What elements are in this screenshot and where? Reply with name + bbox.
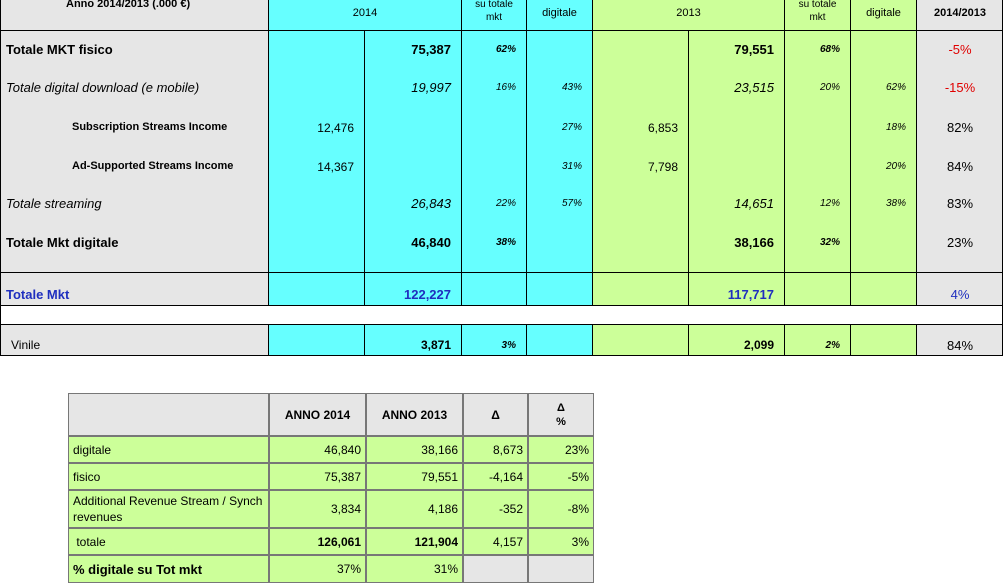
- summary-row-2013: 79,551: [366, 463, 463, 490]
- header-delta: 2014/2013: [934, 7, 986, 19]
- summary-header-2013: ANNO 2013: [366, 393, 463, 436]
- summary-row-delta: [463, 555, 528, 583]
- rule: [526, 324, 527, 355]
- summary-row-delta: 8,673: [463, 436, 528, 463]
- summary-header-delta: Δ: [463, 393, 528, 436]
- row-digital-2013: 18%: [885, 122, 906, 133]
- summary-row: [68, 436, 594, 463]
- row-digital-2013: 20%: [885, 161, 906, 172]
- rule: [0, 272, 1003, 273]
- row-share-2014: 38%: [495, 237, 516, 248]
- rule: [0, 305, 1003, 306]
- summary-row-label: fisico: [68, 463, 269, 490]
- summary-row-delta-pct: 23%: [528, 436, 594, 463]
- row-value-2014: 75,387: [411, 42, 451, 57]
- rule: [0, 324, 1003, 325]
- summary-header-blank: [68, 393, 269, 436]
- row-delta: 83%: [946, 196, 974, 211]
- row-digital-2013: 38%: [885, 198, 906, 209]
- vinile-delta: 84%: [946, 338, 974, 353]
- summary-header-delta-pct: Δ %: [528, 393, 594, 436]
- summary-row-2013: 121,904: [366, 528, 463, 555]
- row-delta: 82%: [946, 120, 974, 135]
- total-delta: 4%: [950, 287, 970, 302]
- vinile-label: Vinile: [11, 338, 41, 352]
- row-digital-2013: 62%: [885, 82, 906, 93]
- summary-row: [68, 528, 594, 555]
- row-value-2013: 23,515: [734, 80, 774, 95]
- summary-row-2014: 46,840: [269, 436, 366, 463]
- row-delta: 23%: [946, 235, 974, 250]
- row-label: Ad-Supported Streams Income: [72, 160, 234, 172]
- row-share-2013: 68%: [819, 44, 840, 55]
- summary-row-delta: 4,157: [463, 528, 528, 555]
- row-label: Totale digital download (e mobile): [6, 80, 200, 95]
- header-label: Anno 2014/2013 (.000 €): [66, 0, 191, 10]
- header-digital-2014: digitale: [542, 7, 577, 19]
- summary-row-delta: -4,164: [463, 463, 528, 490]
- vinile-2014: 3,871: [420, 338, 451, 352]
- row-sub-2014: 14,367: [317, 160, 354, 174]
- header-share-2013: su totale mkt: [798, 0, 837, 23]
- row-digital-2014: 27%: [561, 122, 582, 133]
- row-digital-2014: 57%: [561, 198, 582, 209]
- row-sub-2013: 6,853: [647, 121, 678, 135]
- summary-row: [68, 463, 594, 490]
- row-delta: 84%: [946, 159, 974, 174]
- summary-row-delta-pct: [528, 555, 594, 583]
- vinile-row-bg-left: [0, 324, 269, 355]
- summary-header-2014: ANNO 2014: [269, 393, 366, 436]
- summary-row-label: digitale: [68, 436, 269, 463]
- summary-row-label: % digitale su Tot mkt: [68, 555, 269, 583]
- total-2014: 122,227: [404, 287, 451, 302]
- total-label: Totale Mkt: [6, 287, 70, 302]
- vinile-2013: 2,099: [743, 338, 774, 352]
- summary-row-2014: 3,834: [269, 490, 366, 528]
- summary-row-delta-pct: 3%: [528, 528, 594, 555]
- summary-row-delta-pct: -8%: [528, 490, 594, 528]
- rule: [268, 324, 269, 355]
- row-delta: -5%: [948, 42, 972, 57]
- row-value-2013: 79,551: [734, 42, 774, 57]
- header-share-2014: su totale mkt: [475, 0, 513, 23]
- row-delta: -15%: [944, 80, 976, 95]
- row-value-2014: 19,997: [411, 80, 451, 95]
- row-label: Totale Mkt digitale: [6, 235, 119, 250]
- summary-header-row: [68, 393, 594, 436]
- rule: [364, 30, 365, 305]
- summary-row-2014: 37%: [269, 555, 366, 583]
- rule: [0, 30, 1003, 31]
- rule: [0, 0, 1, 356]
- header-2013: 2013: [676, 7, 701, 19]
- row-label: Totale MKT fisico: [6, 42, 113, 57]
- vinile-share-2013: 2%: [825, 340, 840, 351]
- summary-row-2014: 126,061: [269, 528, 366, 555]
- header-digital-2013: digitale: [866, 7, 901, 19]
- rule: [850, 324, 851, 355]
- summary-row-delta-pct: -5%: [528, 463, 594, 490]
- row-value-2013: 38,166: [734, 235, 774, 250]
- row-digital-2014: 31%: [561, 161, 582, 172]
- row-share-2013: 12%: [819, 198, 840, 209]
- summary-row: [68, 490, 594, 528]
- summary-row-label: Additional Revenue Stream / Synch revenues: [68, 490, 269, 528]
- rule: [268, 0, 269, 305]
- row-digital-2014: 43%: [561, 82, 582, 93]
- row-label: Totale streaming: [6, 196, 102, 211]
- summary-row-2013: 31%: [366, 555, 463, 583]
- row-share-2013: 32%: [819, 237, 840, 248]
- summary-row-2014: 75,387: [269, 463, 366, 490]
- row-share-2014: 16%: [495, 82, 516, 93]
- row-sub-2014: 12,476: [317, 121, 354, 135]
- rule: [688, 30, 689, 305]
- header-2014: 2014: [352, 7, 378, 19]
- row-value-2014: 26,843: [411, 196, 451, 211]
- summary-table: [68, 393, 594, 583]
- row-share-2013: 20%: [819, 82, 840, 93]
- row-share-2014: 22%: [495, 198, 516, 209]
- row-share-2014: 62%: [495, 44, 516, 55]
- row-label: Subscription Streams Income: [72, 121, 228, 133]
- rule: [592, 324, 593, 355]
- row-value-2014: 46,840: [411, 235, 451, 250]
- row-value-2013: 14,651: [734, 196, 774, 211]
- summary-row-2013: 38,166: [366, 436, 463, 463]
- rule: [592, 0, 593, 305]
- rule: [0, 355, 1003, 356]
- vinile-share-2014: 3%: [501, 340, 516, 351]
- total-2013: 117,717: [727, 287, 774, 302]
- summary-row: [68, 555, 594, 583]
- rule: [850, 0, 851, 305]
- summary-row-label: totale: [68, 528, 269, 555]
- rule: [526, 0, 527, 305]
- row-sub-2013: 7,798: [647, 160, 678, 174]
- summary-row-2013: 4,186: [366, 490, 463, 528]
- summary-row-delta: -352: [463, 490, 528, 528]
